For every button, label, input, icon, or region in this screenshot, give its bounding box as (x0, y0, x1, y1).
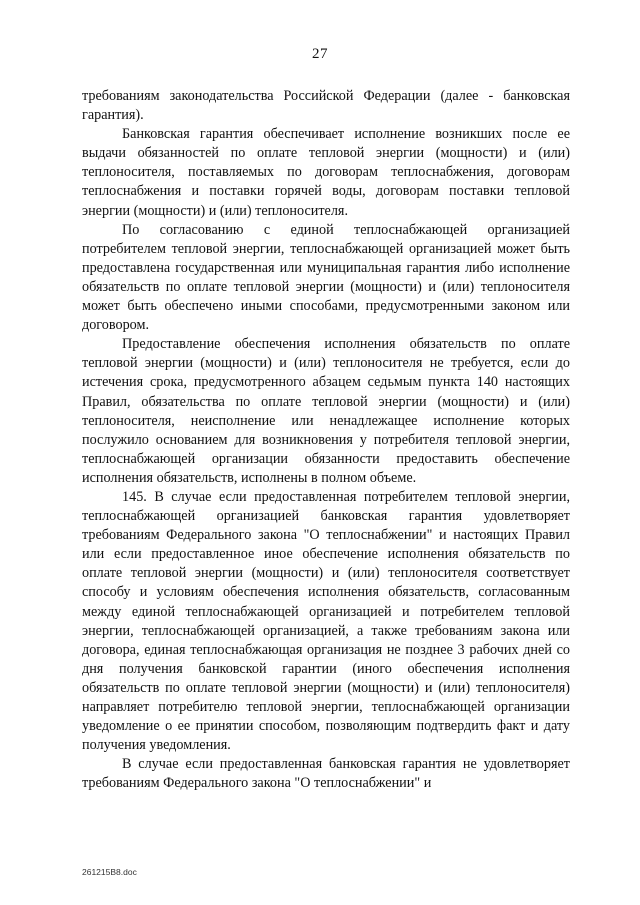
paragraph-bank-guarantee: Банковская гарантия обеспечивает исполнение возникших после ее выдачи обязанностей по оплате тепловой энергии (мощности) и (или) теплоносителя, поставляемых по договорам теплоснабжения, договорам теплоснабжения и поставки горячей воды, договорам поставки тепловой энергии (мощности) и (или) теплоносителя. (82, 126, 570, 219)
footer-file-name: 261215B8.doc (82, 867, 137, 877)
document-body (82, 87, 570, 793)
paragraph-continuation: требованиям законодательства Российской Федерации (далее - банковская гарантия). (82, 88, 570, 124)
page-number: 27 (312, 46, 328, 62)
paragraph-not-required: Предоставление обеспечения исполнения обязательств по оплате тепловой энергии (мощности) и (или) теплоносителя не требуется, если до истечения срока, предусмотренного абзацем седьмым пункта 140 настоящих Правил, обязательства по оплате тепловой энергии (мощности) и (или) теплоносителя, неисполнение или ненадлежащее исполнение которых послужило основанием для возникновения у потребителя тепловой энергии, теплоснабжающей организации обязанности предоставить обеспечение исполнения обязательств, исполнены в полном объеме. (82, 336, 570, 486)
paragraph-clause-145: 145. В случае если предоставленная потребителем тепловой энергии, теплоснабжающей организацией банковская гарантия удовлетворяет требованиям Федерального закона "О теплоснабжении" и настоящих Правил или если предоставленное иное обеспечение исполнения обязательств по оплате тепловой энергии (мощности) и (или) теплоносителя соответствует способу и условиям обеспечения исполнения обязательств, согласованным между единой теплоснабжающей организацией и потребителем тепловой энергии, теплоснабжающей организацией, а также требованиям закона или договора, единая теплоснабжающая организация не позднее 3 рабочих дней со дня получения банковской гарантии (иного обеспечения исполнения обязательств по оплате тепловой энергии (мощности) и (или) теплоносителя) направляет потребителю тепловой энергии, теплоснабжающей организации уведомление о ее принятии способом, позволяющим подтвердить факт и дату получения уведомления. (82, 488, 570, 754)
paragraph-not-satisfy: В случае если предоставленная банковская гарантия не удовлетворяет требованиям Федерального закона "О теплоснабжении" и (82, 756, 570, 792)
paragraph-agreement: По согласованию с единой теплоснабжающей организацией потребителем тепловой энергии, теплоснабжающей организацией может быть предоставлена государственная или муниципальная гарантия либо исполнение обязательств по оплате тепловой энергии (мощности) и (или) теплоносителя может быть обеспечено иными способами, предусмотренными законом или договором. (82, 221, 570, 334)
